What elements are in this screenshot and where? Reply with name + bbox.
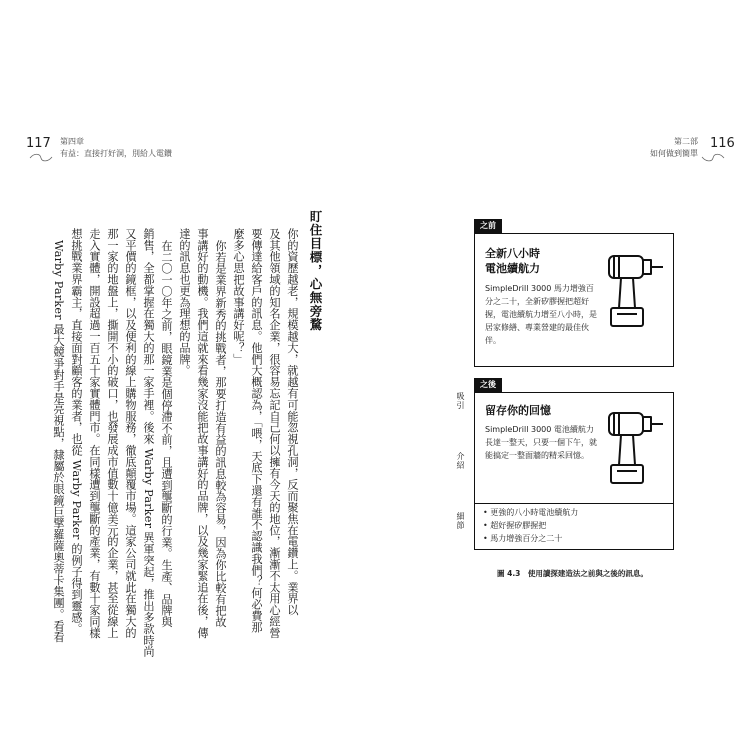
before-card xyxy=(474,233,674,367)
after-title: 留存你的回憶 xyxy=(485,404,551,417)
before-tag: 之前 xyxy=(474,219,502,233)
body-column: 又平價的鏡框，以及便利的線上購物服務，徹底顛覆市場。這家公司就此在獨大的 xyxy=(124,228,137,639)
side-label-details: 細節 xyxy=(456,512,465,530)
after-card xyxy=(474,392,674,550)
swirl-ornament-right xyxy=(700,153,726,163)
body-column: 那一家的地盤上，撕開不小的破口，也發展成市值數十億美元的企業，甚至從線上 xyxy=(106,228,119,639)
drill-icon-before xyxy=(603,250,665,336)
list-item: • 超好握矽膠握把 xyxy=(483,521,547,530)
body-column: 在二〇一〇年之前，眼鏡業是個停滯不前，且遭到壟斷的行業。生產、品牌與 xyxy=(160,240,173,628)
part-subtitle: 如何做到簡單 xyxy=(650,149,698,158)
figure-caption: 圖 4.3 使用讀探建造法之前與之後的訊息。 xyxy=(497,569,648,578)
side-label-attract: 吸引 xyxy=(456,392,465,410)
body-column: 麼多心思把故事講好呢？」 xyxy=(232,228,245,365)
body-column: 要傳達給客戶的訊息。他們大概認為，「喂，天底下還有誰不認識我們？何必費那 xyxy=(250,228,263,633)
after-bullet-list xyxy=(483,506,578,545)
left-page-number: 117 xyxy=(26,136,51,151)
right-page-number: 116 xyxy=(710,136,735,151)
part-label: 第二部 xyxy=(674,137,698,146)
body-column: 走入實體，開設超過一百五十家實體門市。在同樣遭到壟斷的產業，有數十家同樣 xyxy=(88,228,101,639)
before-title: 全新八小時 電池續航力 xyxy=(485,247,540,275)
list-item: • 馬力增強百分之二十 xyxy=(483,534,563,543)
body-column: 達的訊息也更為理想的品牌。 xyxy=(178,228,191,377)
body-column: 銷售，全都掌握在獨大的那一家手裡。後來 Warby Parker 異軍突起，推出多款時尚 xyxy=(142,228,155,658)
body-column: Warby Parker 最大競爭對手是亮視點，隸屬於眼鏡巨擘羅薩奧蒂卡集團。看看 xyxy=(52,240,65,643)
chapter-label: 第四章 xyxy=(60,137,84,146)
drill-icon-after xyxy=(603,407,665,493)
chapter-subtitle: 有益：直接打好洞，別給人電鑽 xyxy=(60,149,172,158)
body-column: 想挑戰業界霸主，直接面對顧客的業者，也從 Warby Parker 的例子得到靈感。 xyxy=(70,228,83,635)
list-item: • 更強的八小時電池續航力 xyxy=(483,508,579,517)
after-tag: 之後 xyxy=(474,378,502,392)
body-column: 及其他領域的知名企業，很容易忘記自己何以擁有今天的地位，漸漸不太用心經營 xyxy=(268,228,281,639)
body-column: 你若是業界新秀的挑戰者，那要打造有益的訊息較為容易，因為你比較有把故 xyxy=(214,240,227,628)
body-column: 事講好的動機。我們這就來看幾家沒能把故事講好的品牌，以及幾家緊追在後，傳 xyxy=(196,228,209,639)
card-divider xyxy=(475,503,673,504)
section-heading: 盯住目標，心無旁騖 xyxy=(308,210,323,332)
body-column: 你的資歷越老，規模越大，就越有可能忽視孔洞，反而聚焦在電鑽上。業界以 xyxy=(286,228,299,616)
swirl-ornament-left xyxy=(28,153,54,163)
after-body: SimpleDrill 3000 電池續航力長達一整天，只要一個下午，就能搞定一整面牆的精采回憶。 xyxy=(485,425,597,460)
side-label-intro: 介紹 xyxy=(456,452,465,470)
before-body: SimpleDrill 3000 馬力增強百分之二十，全新矽膠握把超好握，電池續航力增至八小時，是居家修繕、專業營建的最佳伙伴。 xyxy=(485,284,597,345)
